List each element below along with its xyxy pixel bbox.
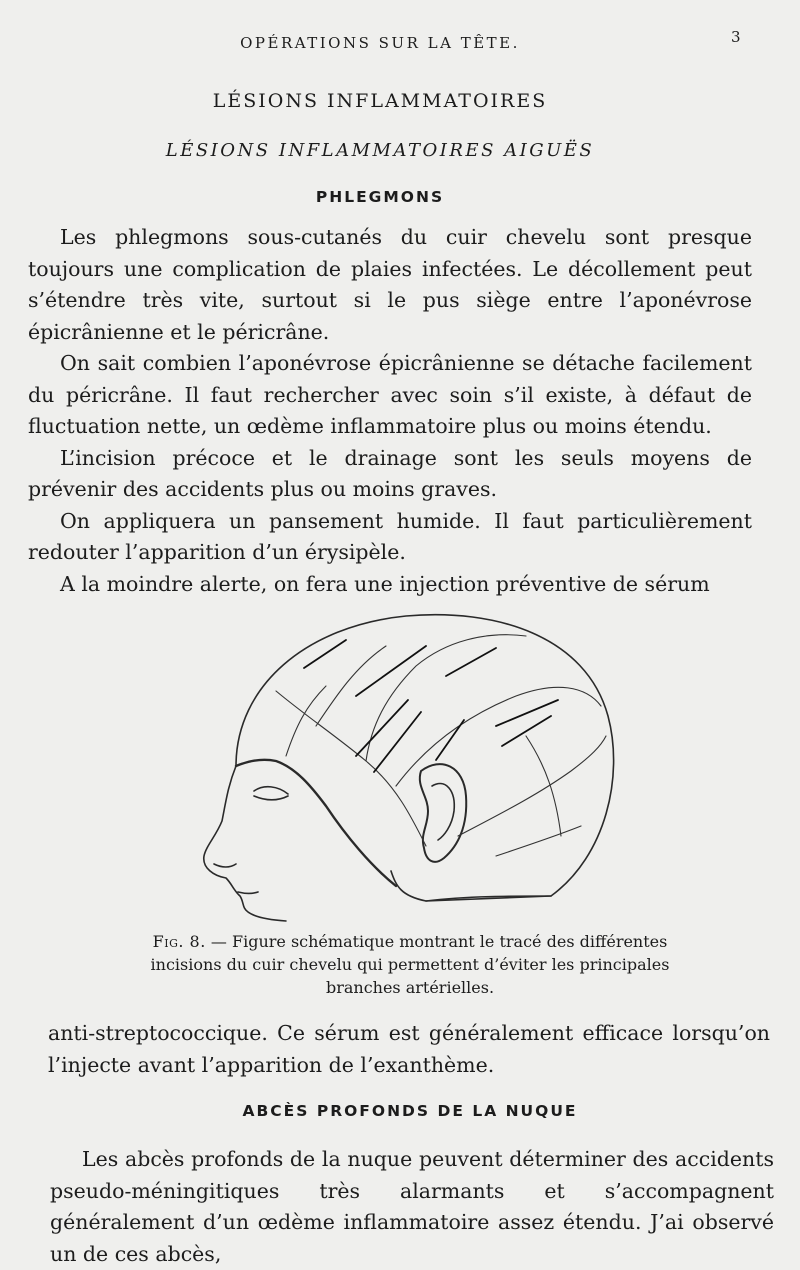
section-title: LÉSIONS INFLAMMATOIRES <box>212 90 548 112</box>
paragraph: On sait combien l’aponévrose épicrânienne se détache facilement du péricrâne. Il faut rechercher avec soin s’il existe, à défaut de fluctuation nette, un œdème inflammatoire plus ou moins étendu. <box>28 351 752 438</box>
paragraph: Les phlegmons sous-cutanés du cuir chevelu sont presque toujours une complication de plaies infectées. Le décollement peut s’étendre très vite, surtout si le pus siège entre l’aponévrose épicrânienne et le péricrâne. <box>28 225 752 344</box>
paragraph: L’incision précoce et le drainage sont les seuls moyens de prévenir des accidents plus ou moins graves. <box>28 445 752 501</box>
phlegmons-heading: PHLEGMONS <box>315 188 445 206</box>
paragraph: anti-streptococcique. Ce sérum est généralement efficace lorsqu’on l’injecte avant l’apparition de l’exanthème. <box>48 1021 770 1077</box>
running-head: OPÉRATIONS SUR LA TÊTE. <box>240 34 520 52</box>
paragraph: On appliquera un pansement humide. Il faut particulièrement redouter l’apparition d’un érysipèle. <box>28 508 752 564</box>
head-illustration <box>196 596 636 926</box>
figure-label: Fig. 8. <box>152 932 206 951</box>
caption-text: — Figure schématique montrant le tracé des différentes incisions du cuir chevelu qui permettent d’éviter les principales branches artérielles. <box>150 932 670 997</box>
paragraph: A la moindre alerte, on fera une injection préventive de sérum <box>60 571 710 596</box>
abces-body <box>50 1144 774 1270</box>
figure-caption <box>120 930 700 999</box>
phlegmons-continuation <box>48 1018 770 1081</box>
subsection-title: LÉSIONS INFLAMMATOIRES AIGUËS <box>165 140 595 161</box>
paragraph: Les abcès profonds de la nuque peuvent déterminer des accidents pseudo-méningitiques très alarmants et s’accompagnent généralement d’un œdème inflammatoire assez étendu. J’ai observé un de ces abcès, <box>50 1147 774 1266</box>
page-number: 3 <box>731 28 741 46</box>
phlegmons-body <box>28 222 752 600</box>
abces-heading: ABCÈS PROFONDS DE LA NUQUE <box>242 1102 578 1120</box>
